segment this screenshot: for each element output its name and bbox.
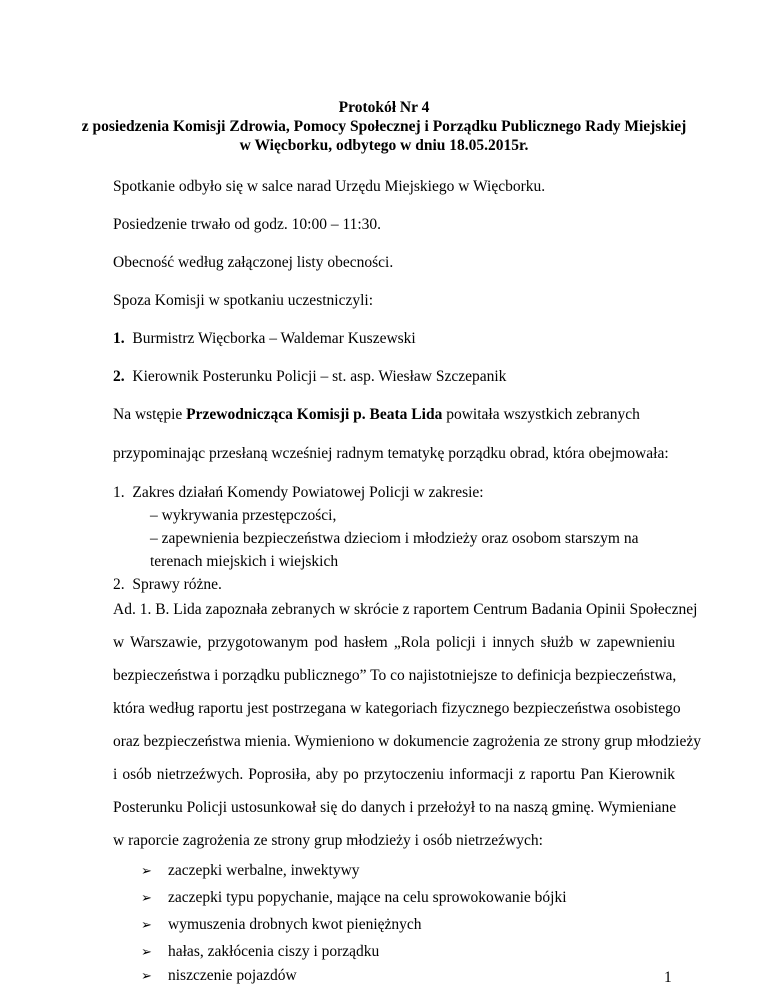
agenda-item-text: Sprawy różne. bbox=[132, 576, 222, 593]
ad1-line: Posterunku Policji ustosunkował się do danych i przełożył to na naszą gminę. Wymieniane bbox=[113, 799, 677, 816]
participant-item bbox=[113, 367, 506, 387]
arrow-bullet-icon: ➢ bbox=[141, 945, 152, 960]
participant-item bbox=[113, 329, 416, 349]
threat-list-item bbox=[141, 888, 567, 909]
arrow-bullet-icon: ➢ bbox=[141, 864, 152, 879]
threat-text: wymuszenia drobnych kwot pieniężnych bbox=[168, 916, 422, 933]
title-line-1: Protokół Nr 4 bbox=[338, 99, 430, 116]
agenda-sub-2: – zapewnienia bezpieczeństwa dzieciom i młodzieży oraz osobom starszym na bbox=[150, 530, 639, 547]
ad1-line: która według raportu jest postrzegana w kategoriach fizycznego bezpieczeństwa osobistego bbox=[113, 700, 681, 717]
arrow-bullet-icon: ➢ bbox=[141, 891, 152, 906]
ad1-line: bezpieczeństwa i porządku publicznego” To co najistotniejsze to definicja bezpieczeństwa, bbox=[113, 667, 677, 684]
participant-text: Burmistrz Więcborka – Waldemar Kuszewski bbox=[132, 330, 416, 347]
intro-duration: Posiedzenie trwało od godz. 10:00 – 11:30. bbox=[113, 216, 382, 233]
agenda-sub-3: terenach miejskich i wiejskich bbox=[150, 553, 339, 570]
threat-text: hałas, zakłócenia ciszy i porządku bbox=[168, 943, 380, 960]
participant-text: Kierownik Posterunku Policji – st. asp. Wiesław Szczepanik bbox=[132, 368, 507, 385]
page-number: 1 bbox=[664, 969, 672, 986]
threat-text: zaczepki typu popychanie, mające na celu sprowokowanie bójki bbox=[168, 889, 567, 906]
threat-text: zaczepki werbalne, inwektywy bbox=[168, 862, 360, 879]
ad1-line: i osób nietrzeźwych. Poprosiła, aby po przytoczeniu informacji z raportu Pan Kierownik bbox=[113, 766, 675, 783]
ad1-last-line: w raporcie zagrożenia ze strony grup młodzieży i osób nietrzeźwych: bbox=[113, 832, 543, 849]
participant-number: 2. bbox=[113, 368, 125, 385]
arrow-bullet-icon: ➢ bbox=[141, 969, 152, 984]
opening-rest: powitała wszystkich zebranych bbox=[442, 406, 640, 423]
ad1-line: Ad. 1. B. Lida zapoznała zebranych w skrócie z raportem Centrum Badania Opinii Społecznej bbox=[113, 601, 698, 618]
ad1-line: oraz bezpieczeństwa mienia. Wymieniono w dokumencie zagrożenia ze strony grup młodzieży bbox=[113, 733, 701, 750]
opening-line-1 bbox=[113, 405, 640, 425]
agenda-item-2 bbox=[113, 575, 222, 595]
arrow-bullet-icon: ➢ bbox=[141, 918, 152, 933]
intro-guests-heading: Spoza Komisji w spotkaniu uczestniczyli: bbox=[113, 292, 374, 309]
opening-line-2: przypominając przesłaną wcześniej radnym tematykę porządku obrad, która obejmowała: bbox=[113, 445, 669, 462]
threat-list-item bbox=[141, 966, 297, 987]
ad1-line: w Warszawie, przygotowanym pod hasłem „Rola policji i innych służb w zapewnieniu bbox=[113, 634, 675, 651]
opening-lead: Na wstępie bbox=[113, 406, 187, 423]
agenda-sub-1: – wykrywania przestępczości, bbox=[150, 507, 337, 524]
title-line-2: z posiedzenia Komisji Zdrowia, Pomocy Społecznej i Porządku Publicznego Rady Miejskiej bbox=[81, 118, 687, 135]
title-line-3: w Więcborku, odbytego w dniu 18.05.2015r. bbox=[239, 137, 529, 154]
threat-list-item bbox=[141, 915, 422, 936]
agenda-item-text: Zakres działań Komendy Powiatowej Policji w zakresie: bbox=[132, 484, 484, 501]
intro-location: Spotkanie odbyło się w salce narad Urzędu Miejskiego w Więcborku. bbox=[113, 178, 546, 195]
threat-list-item bbox=[141, 942, 379, 963]
participant-number: 1. bbox=[113, 330, 125, 347]
agenda-item-number: 1. bbox=[113, 484, 125, 501]
chairwoman-name: Przewodnicząca Komisji p. Beata Lida bbox=[186, 406, 443, 423]
document-title bbox=[0, 98, 768, 155]
threat-list-item bbox=[141, 861, 360, 882]
agenda-item-number: 2. bbox=[113, 576, 125, 593]
threat-text: niszczenie pojazdów bbox=[168, 967, 297, 984]
agenda-item-1 bbox=[113, 483, 484, 503]
intro-attendance: Obecność według załączonej listy obecności. bbox=[113, 254, 394, 271]
